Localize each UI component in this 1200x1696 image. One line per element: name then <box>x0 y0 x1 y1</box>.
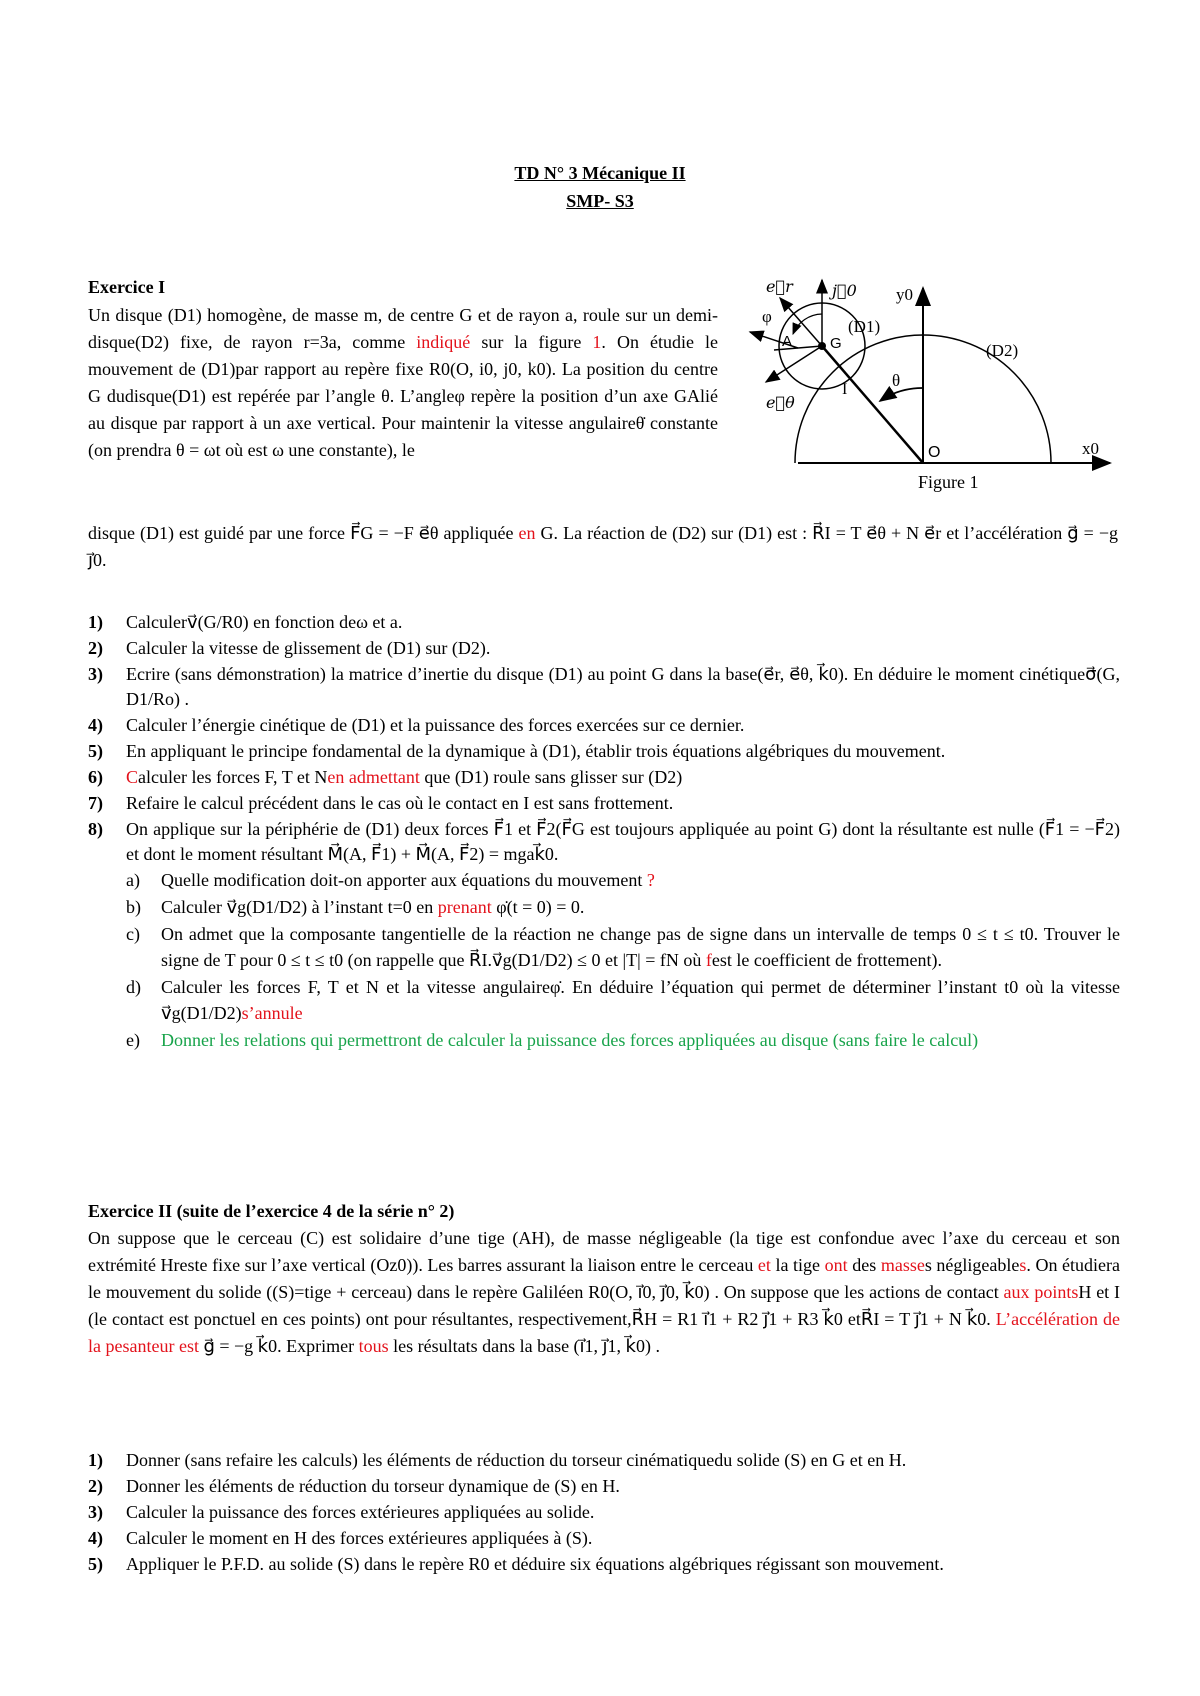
label-j0: j⃗0 <box>832 281 857 300</box>
figure-1 <box>738 268 1128 500</box>
exercise2-heading: Exercice II (suite de l’exercice 4 de la série n° 2) <box>88 1201 455 1221</box>
exercise2-question-3: 3) Calculer la puissance des forces extérieures appliquées au solide. <box>88 1502 595 1522</box>
exercise2-text: On suppose que le cerceau (C) est solidaire d’une tige (AH), de masse négligeable (la tige est confondue avec l’axe du cerceau et son extrémité Hreste fixe sur l’axe vertical (Oz0)). Les barres assurant la liaison entre le cerceau et la tige ont des masses négligeables. On étudiera le mouvement du solide ((S)=tige + cerceau) dans le repère Galiléen R0(O, i⃗0, j⃗0, k⃗0) . On suppose que les actions de contact aux pointsH et I (le contact est ponctuel en ces points) ont pour résultantes, respectivement,R⃗H = R1 i⃗1 + R2 j⃗1 + R3 k⃗0 etR⃗I = T j⃗1 + N k⃗0. L’accélération de la pesanteur est g⃗ = −g k⃗0. Exprimer tous les résultats dans la base (i⃗1, j⃗1, k⃗0) . <box>88 1228 1121 1356</box>
label-theta: θ <box>892 371 901 390</box>
label-phi: φ <box>762 307 772 326</box>
exercise1-question-8: 8) On applique sur la périphérie de (D1) deux forces F⃗1 et F⃗2(F⃗G est toujours appliquée au point G) dont la résultante est nulle (F⃗1 = −F⃗2) et dont le moment résultant M⃗(A, F⃗1) + M⃗(A, F⃗2) = mgak⃗0. a) Quelle modification doit-on apporter aux équations du mouvement ? b) Calculer v⃗g(D1/D2) à l’instant t=0 en prenant φ̇(t = 0) = 0. c) On admet que la composante tangentielle de la réaction ne change pas de signe dans un intervalle de temps 0 ≤ t ≤ t0. Trouver le signe de T pour 0 ≤ t ≤ t0 (on rappelle que R⃗I.v⃗g(D1/D2) ≤ 0 et |T| = fN où fest le coefficient de frottement). d) Calculer les forces F, T et N et la vitesse angulaireφ̇. En déduire l’équation qui permet de déterminer l’instant t0 où la vitesse v⃗g(D1/D2)s’annule e) Donner les relations qui permettront de calculer la puissance des forces appliquées au disque (sans faire le calcul) <box>88 817 1120 1053</box>
figure-caption: Figure 1 <box>918 472 979 492</box>
label-x0: x0 <box>1082 439 1099 458</box>
exercise1-question-1: 1) Calculerv⃗(G/R0) en fonction deω et a. <box>88 612 403 632</box>
exercise2-questions <box>88 1448 1120 1578</box>
subpart-c: c) On admet que la composante tangentielle de la réaction ne change pas de signe dans un intervalle de temps 0 ≤ t ≤ t0. Trouver le signe de T pour 0 ≤ t ≤ t0 (on rappelle que R⃗I.v⃗g(D1/D2) ≤ 0 et |T| = fN où fest le coefficient de frottement). <box>126 924 1120 970</box>
label-etheta: e⃗θ <box>766 393 795 412</box>
page-title: TD N° 3 Mécanique II <box>514 163 686 183</box>
exercise1-intro-continued: disque (D1) est guidé par une force F⃗G = −F e⃗θ appliquée en G. La réaction de (D2) sur (D1) est : R⃗I = T e⃗θ + N e⃗r et l’accélération g⃗ = −g j⃗0. <box>88 523 1118 570</box>
subpart-b: b) Calculer v⃗g(D1/D2) à l’instant t=0 en prenant φ̇(t = 0) = 0. <box>126 897 585 917</box>
label-o: O <box>928 444 941 461</box>
label-d2: (D2) <box>986 341 1019 360</box>
exercise2-question-4: 4) Calculer le moment en H des forces extérieures appliquées à (S). <box>88 1528 593 1548</box>
exercise1-question-7: 7) Refaire le calcul précédent dans le cas où le contact en I est sans frottement. <box>88 793 674 813</box>
exercise1-question-2: 2) Calculer la vitesse de glissement de (D1) sur (D2). <box>88 638 491 658</box>
label-d1: (D1) <box>848 317 881 336</box>
exercise2-question-1: 1) Donner (sans refaire les calculs) les éléments de réduction du torseur cinématiquedu solide (S) en G et en H. <box>88 1450 907 1470</box>
label-g: G <box>830 335 842 352</box>
exercise1-question-8-subparts <box>126 867 1120 1053</box>
label-y0: y0 <box>896 285 913 304</box>
exercise1-questions <box>88 610 1120 1054</box>
subpart-d: d) Calculer les forces F, T et N et la vitesse angulaireφ̇. En déduire l’équation qui permet de déterminer l’instant t0 où la vitesse v⃗g(D1/D2)s’annule <box>126 977 1120 1023</box>
line-og <box>822 346 923 463</box>
label-a: A <box>782 333 793 350</box>
exercise2-question-2: 2) Donner les éléments de réduction du torseur dynamique de (S) en H. <box>88 1476 620 1496</box>
exercise1-question-5: 5) En appliquant le principe fondamental de la dynamique à (D1), établir trois équations algébriques du mouvement. <box>88 741 946 761</box>
etheta-arrow <box>766 346 822 382</box>
exercise1-question-6: 6) Calculer les forces F, T et Nen admettant que (D1) roule sans glisser sur (D2) <box>88 767 683 787</box>
exercise2-question-5: 5) Appliquer le P.F.D. au solide (S) dans le repère R0 et déduire six équations algébriques régissant son mouvement. <box>88 1554 944 1574</box>
theta-arc <box>880 388 923 401</box>
label-i: I <box>842 381 848 398</box>
exercise1-question-3: 3) Ecrire (sans démonstration) la matrice d’inertie du disque (D1) au point G dans la base(e⃗r, e⃗θ, k⃗0). En déduire le moment cinétiqueσ⃗(G, D1/Ro) . <box>88 664 1120 709</box>
label-er: e⃗r <box>766 277 793 296</box>
subpart-a: a) Quelle modification doit-on apporter aux équations du mouvement ? <box>126 870 655 890</box>
exercise1-question-4: 4) Calculer l’énergie cinétique de (D1) et la puissance des forces exercées sur ce dernier. <box>88 715 745 735</box>
exercise1-heading: Exercice I <box>88 277 166 297</box>
subpart-e: e) Donner les relations qui permettront de calculer la puissance des forces appliquées au disque (sans faire le calcul) <box>126 1030 979 1050</box>
exercise1-intro: Un disque (D1) homogène, de masse m, de centre G et de rayon a, roule sur un demi-disque(D2) fixe, de rayon r=3a, comme indiqué sur la figure 1. On étudie le mouvement de (D1)par rapport au repère fixe R0(O, i0, j0, k0). La position du centre G dudisque(D1) est repérée par l’angle θ. L’angleφ repère la position d’un axe GAlié au disque par rapport à un axe vertical. Pour maintenir la vitesse angulaireθ̇ constante (on prendra θ = ωt où est ω une constante), le <box>88 305 718 460</box>
page-subtitle: SMP- S3 <box>566 191 634 211</box>
